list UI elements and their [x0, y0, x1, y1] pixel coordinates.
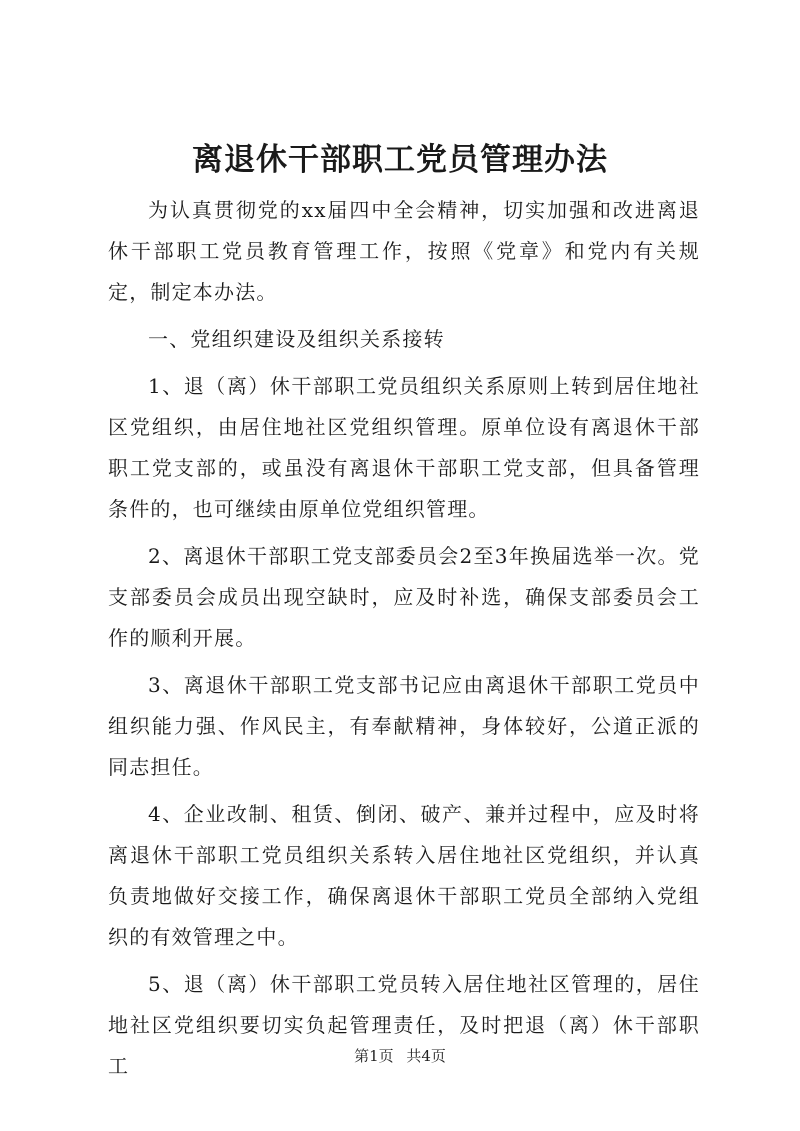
clause-paragraph-4: 4、企业改制、租赁、倒闭、破产、兼并过程中，应及时将离退休干部职工党员组织关系转入居住地社区党组织，并认真负责地做好交接工作，确保离退休干部职工党员全部纳入党组织的有效管理之中。: [108, 802, 700, 949]
document-body: [108, 190, 700, 1093]
clause-paragraph-1: 1、退（离）休干部职工党员组织关系原则上转到居住地社区党组织，由居住地社区党组织管理。原单位设有离退休干部职工党支部的，或虽没有离退休干部职工党支部，但具备管理条件的，也可继续由原单位党组织管理。: [108, 374, 700, 521]
section-heading: 一、党组织建设及组织关系接转: [148, 327, 445, 351]
clause-paragraph-5: 5、退（离）休干部职工党员转入居住地社区管理的，居住地社区党组织要切实负起管理责任，及时把退（离）休干部职工: [108, 972, 700, 1078]
clause-paragraph-3: 3、离退休干部职工党支部书记应由离退休干部职工党员中组织能力强、作风民主，有奉献精神，身体较好，公道正派的同志担任。: [108, 673, 700, 779]
clause-paragraph-2: 2、离退休干部职工党支部委员会2至3年换届选举一次。党支部委员会成员出现空缺时，应及时补选，确保支部委员会工作的顺利开展。: [108, 544, 700, 650]
page-footer: [0, 1046, 800, 1066]
page-total: 共4页: [406, 1047, 446, 1065]
document-title: 离退休干部职工党员管理办法: [192, 142, 608, 178]
intro-paragraph: 为认真贯彻党的xx届四中全会精神，切实加强和改进离退休干部职工党员教育管理工作，按照《党章》和党内有关规定，制定本办法。: [108, 198, 700, 304]
page-number: 第1页: [354, 1047, 394, 1065]
